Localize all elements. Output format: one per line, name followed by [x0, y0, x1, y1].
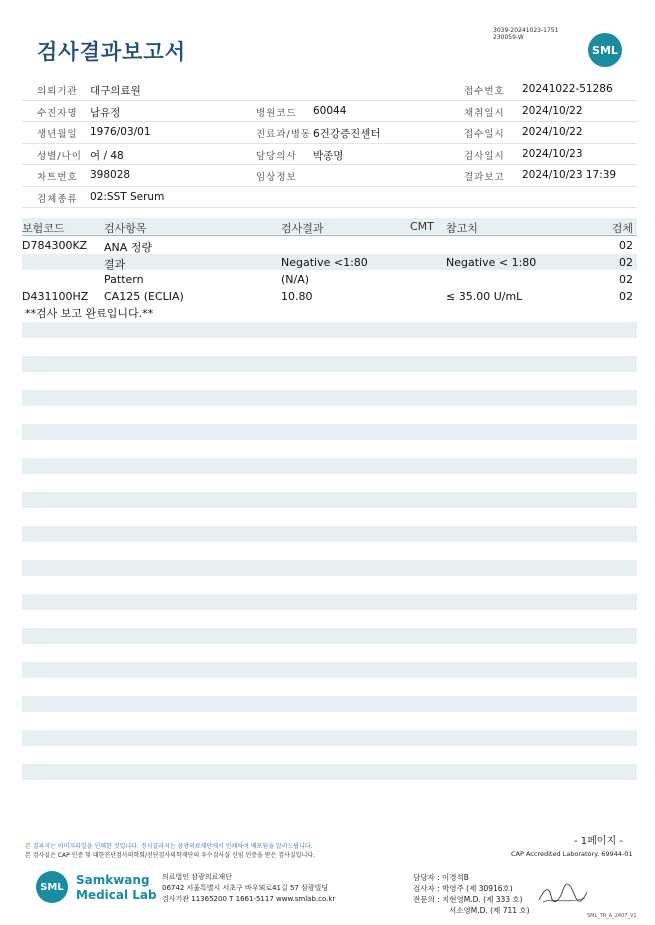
info-label: 검체종류 [37, 193, 78, 205]
info-row [22, 79, 637, 101]
table-stripe [22, 594, 637, 610]
info-value: 2024/10/23 [522, 147, 583, 160]
info-row [22, 165, 637, 187]
patient-info-table [22, 79, 637, 208]
results-table-header [22, 218, 637, 235]
print-notice: 본 결과지는 이미지파일을 인쇄한 것입니다. 정식결과지는 삼광의료재단에서 인쇄하여 배포됨을 알려드립니다. [25, 843, 313, 850]
table-stripe [22, 492, 637, 508]
info-row [22, 122, 637, 144]
info-value: 1976/03/01 [90, 126, 151, 138]
info-label: 접수번호 [464, 86, 505, 97]
signature-image [537, 882, 589, 908]
header-specimen: 검체 [611, 222, 633, 235]
table-row [22, 271, 637, 288]
info-row [22, 144, 637, 166]
info-value: 6건강증진센터 [313, 128, 381, 140]
cell-result: 10.80 [281, 290, 313, 303]
header-insurance-code: 보험코드 [22, 222, 65, 235]
org-contact: 검사기관 11365200 T 1661-5117 www.smlab.co.kr [162, 895, 336, 903]
cell-item: ANA 정량 [104, 241, 153, 254]
info-label: 담당의사 [256, 150, 297, 162]
info-value: 박종명 [313, 149, 344, 162]
footer-logo-icon: SML [36, 871, 68, 903]
cell-specimen: 02 [619, 239, 633, 252]
header-divider [22, 235, 637, 236]
cap-accreditation: CAP Accredited Laboratory. 69944-01 [511, 850, 633, 858]
table-stripe [22, 730, 637, 746]
info-value: 60044 [313, 104, 347, 117]
info-row [22, 101, 637, 123]
document-id-line-2: 230059-W [493, 34, 524, 41]
header-result: 검사결과 [281, 222, 324, 235]
cell-item: 결과 [104, 258, 126, 271]
table-stripe [22, 526, 637, 542]
info-label: 차트번호 [37, 172, 78, 183]
table-stripe [22, 560, 637, 576]
table-row [22, 288, 637, 305]
header-cmt: CMT [410, 220, 434, 233]
info-label: 생년월일 [37, 129, 78, 140]
info-value: 398028 [90, 169, 131, 181]
cell-code: D784300KZ [22, 239, 88, 252]
table-stripe [22, 696, 637, 712]
completion-note: **검사 보고 완료입니다.** [25, 307, 154, 320]
info-label: 결과보고 [464, 172, 505, 183]
info-value: 2024/10/22 [522, 104, 583, 117]
info-label: 진료과/병동 [256, 129, 312, 140]
org-name: 의료법인 삼광의료재단 [162, 873, 232, 881]
info-label: 임상정보 [256, 172, 297, 183]
cell-specimen: 02 [619, 256, 633, 269]
info-value: 대구의료원 [90, 85, 141, 97]
info-value: 2024/10/22 [522, 126, 583, 138]
info-value: 02:SST Serum [90, 190, 165, 203]
org-address: 06742 서울특별시 서초구 바우뫼로41길 57 삼광빌딩 [162, 884, 329, 892]
cell-result: Negative <1:80 [281, 256, 368, 269]
info-label: 성별/나이 [37, 150, 82, 162]
brand-name-line-2: Medical Lab [76, 888, 157, 902]
staff-line: 검사자 : 박영주 (제 30916호) [413, 884, 513, 893]
info-value: 여 / 48 [90, 149, 124, 162]
cell-specimen: 02 [619, 290, 633, 303]
table-row [22, 254, 637, 271]
info-value: 2024/10/23 17:39 [522, 169, 617, 181]
document-id-line-1: 3039-20241023-1751 [493, 27, 559, 34]
cell-reference: ≤ 35.00 U/mL [446, 290, 523, 303]
info-row [22, 187, 637, 209]
table-stripe [22, 662, 637, 678]
staff-line: 서소영M.D. (제 711 호) [449, 906, 530, 915]
info-label: 의뢰기관 [37, 86, 78, 97]
cell-item: CA125 (ECLIA) [104, 290, 184, 303]
info-label: 채취일시 [464, 107, 505, 119]
info-label: 수진자명 [37, 107, 78, 119]
form-code: SML_TR_A_2407_V1 [587, 913, 637, 919]
info-value: 20241022-51286 [522, 83, 613, 95]
info-value: 남유정 [90, 106, 121, 119]
table-stripe [22, 764, 637, 780]
brand-name-line-1: Samkwang [76, 873, 150, 887]
cell-result: (N/A) [281, 273, 310, 286]
cell-reference: Negative < 1:80 [446, 256, 537, 269]
info-label: 접수일시 [464, 129, 505, 140]
staff-line: 전문의 : 지현영M.D. (제 333 호) [413, 895, 523, 904]
cell-specimen: 02 [619, 273, 633, 286]
header-test-item: 검사항목 [104, 222, 147, 235]
info-label: 병원코드 [256, 107, 297, 119]
table-stripe [22, 424, 637, 440]
table-row [22, 237, 637, 254]
cell-item: Pattern [104, 273, 144, 286]
header-reference: 참고치 [446, 222, 478, 235]
table-stripe [22, 356, 637, 372]
sml-logo: SML [588, 33, 622, 67]
report-title: 검사결과보고서 [37, 40, 187, 64]
info-label: 검사일시 [464, 150, 505, 162]
page-number: - 1페이지 - [574, 836, 623, 847]
table-stripe [22, 322, 637, 338]
accreditation-notice: 본 검사실은 CAP 인증 및 대한진단검사의학회/진단검사의학재단의 우수검사실 신임 인증을 받은 검사실입니다. [25, 852, 315, 859]
table-stripe [22, 628, 637, 644]
table-stripe [22, 458, 637, 474]
document-id [493, 27, 558, 41]
cell-code: D431100HZ [22, 290, 89, 303]
table-stripe [22, 390, 637, 406]
staff-line: 담당자 : 이경석B [413, 873, 469, 882]
